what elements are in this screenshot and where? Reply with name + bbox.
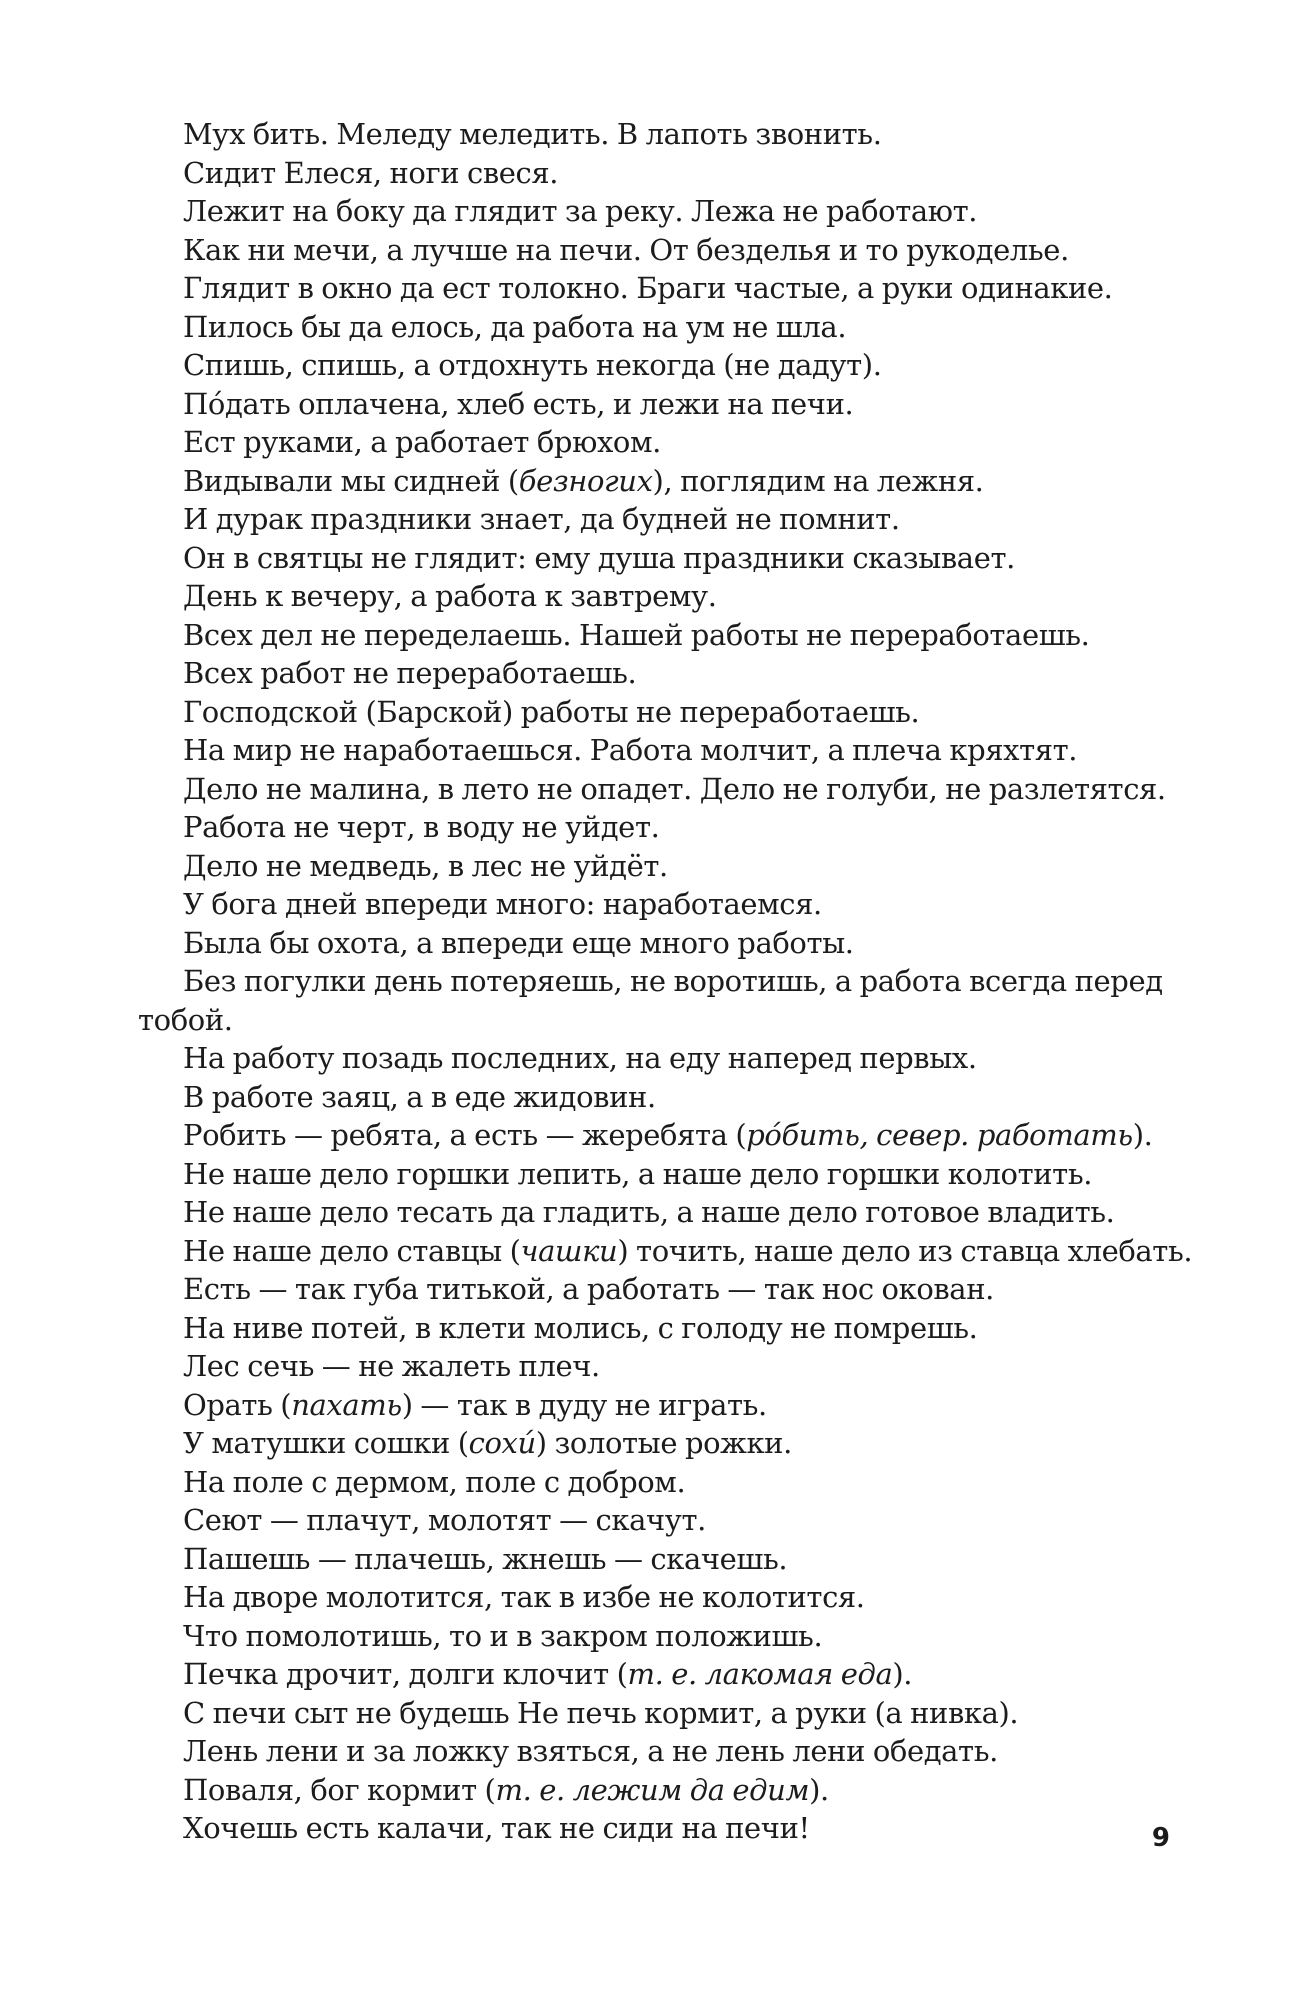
proverb-line <box>138 1617 1168 1656</box>
proverb-line <box>138 1424 1168 1463</box>
text-run: На поле с дермом, поле с добром. <box>183 1464 686 1499</box>
text-run: С печи сыт не будешь Не печь кормит, а руки (а нивка). <box>183 1695 1019 1730</box>
text-run: Сидит Елеся, ноги свеся. <box>183 155 559 190</box>
italic-gloss: сохи́ <box>468 1426 536 1460</box>
page-number: 9 <box>1151 1823 1170 1853</box>
text-run: У бога дней впереди много: наработаемся. <box>183 887 822 921</box>
text-run: Глядит в окно да ест толокно. Браги частые, а руки одинакие. <box>183 271 1113 305</box>
text-run: На мир не наработаешься. Работа молчит, а плеча кряхтят. <box>183 733 1078 767</box>
text-run: По́дать оплачена, хлеб есть, и лежи на печи. <box>183 386 854 421</box>
text-run: Сеют — плачут, молотят — скачут. <box>183 1503 706 1537</box>
text-run: Орать ( <box>183 1387 292 1422</box>
italic-gloss: т. е. лежим да едим <box>495 1772 810 1807</box>
text-run: Была бы охота, а впереди еще много работы. <box>183 925 854 960</box>
proverb-line <box>138 1540 1168 1579</box>
proverb-line <box>138 616 1168 655</box>
proverb-line <box>138 1694 1168 1733</box>
text-run: На работу позадь последних, на еду наперед первых. <box>183 1041 977 1075</box>
text-run: Не наше дело тесать да гладить, а наше дело готовое владить. <box>183 1195 1115 1229</box>
proverb-line <box>138 1078 1168 1117</box>
proverb-line <box>138 346 1168 385</box>
proverb-line <box>138 1270 1168 1309</box>
proverb-line <box>138 1386 1168 1425</box>
proverb-line <box>138 500 1168 539</box>
text-run: Работа не черт, в воду не уйдет. <box>183 810 660 844</box>
proverb-line <box>138 577 1168 616</box>
proverb-line <box>138 1771 1168 1810</box>
text-run: Без погулки день потеряешь, не воротишь, а работа всегда перед <box>183 964 1163 998</box>
proverb-line <box>138 1232 1193 1271</box>
text-run: Как ни мечи, а лучше на печи. От безделья и то рукоделье. <box>183 232 1069 267</box>
proverb-line <box>138 1732 1168 1771</box>
proverb-line <box>138 885 1168 924</box>
text-run: И дурак праздники знает, да будней не помнит. <box>183 502 900 536</box>
proverb-line <box>138 192 1168 231</box>
proverb-line <box>138 1001 1168 1040</box>
proverb-line <box>138 924 1168 963</box>
text-run: Пашешь — плачешь, жнешь — скачешь. <box>183 1541 788 1576</box>
text-run: ). <box>1132 1118 1153 1152</box>
text-run: Робить — ребята, а есть — жеребята ( <box>183 1118 747 1152</box>
text-run: Пилось бы да елось, да работа на ум не шла. <box>183 309 847 344</box>
text-run: Поваля, бог кормит ( <box>183 1772 496 1807</box>
text-run: На ниве потей, в клети молись, с голоду не помрешь. <box>183 1310 978 1345</box>
proverb-line <box>138 231 1168 270</box>
proverb-line <box>138 1039 1168 1078</box>
italic-gloss: чашки <box>520 1233 618 1268</box>
text-run: Лень лени и за ложку взяться, а не лень лени обедать. <box>183 1734 998 1768</box>
text-run: На дворе молотится, так в избе не колотится. <box>183 1580 865 1614</box>
proverb-line <box>138 770 1168 809</box>
text-run: Что помолотишь, то и в закром положишь. <box>183 1618 823 1653</box>
text-run: У матушки сошки ( <box>183 1426 469 1460</box>
proverb-line <box>138 1309 1168 1348</box>
italic-gloss: пахать <box>291 1387 402 1422</box>
text-run: Лес сечь — не жалеть плеч. <box>183 1349 600 1383</box>
italic-gloss: ро́бить, север. работать <box>746 1118 1133 1152</box>
proverb-line <box>138 962 1168 1001</box>
proverb-line <box>138 1578 1168 1617</box>
proverb-line <box>138 115 1168 154</box>
proverb-line <box>138 808 1168 847</box>
proverb-line <box>138 423 1168 462</box>
text-run: ). <box>892 1657 913 1691</box>
proverb-line <box>138 1116 1168 1155</box>
page-body-text <box>138 115 1193 1848</box>
proverb-line <box>138 539 1168 578</box>
text-run: Он в святцы не глядит: ему душа праздники сказывает. <box>183 540 1015 575</box>
text-run: Мух бить. Меледу меледить. В лапоть звонить. <box>183 117 882 151</box>
proverb-line <box>138 1193 1168 1232</box>
text-run: Печка дрочит, долги клочит ( <box>183 1657 628 1691</box>
text-run: тобой. <box>138 1002 233 1037</box>
proverb-line <box>138 1809 1168 1848</box>
proverb-line <box>138 269 1168 308</box>
text-run: Всех дел не переделаешь. Нашей работы не переработаешь. <box>183 617 1090 652</box>
text-run: День к вечеру, а работа к завтрему. <box>183 579 717 613</box>
text-run: ) — так в дуду не играть. <box>401 1387 767 1422</box>
proverb-line <box>138 385 1168 424</box>
text-run: ). <box>809 1772 829 1807</box>
text-run: Господской (Барской) работы не переработаешь. <box>183 694 920 729</box>
text-run: ) золотые рожки. <box>535 1426 792 1460</box>
proverb-line <box>138 847 1168 886</box>
text-run: Лежит на боку да глядит за реку. Лежа не работают. <box>183 194 978 228</box>
text-run: Дело не малина, в лето не опадет. Дело не голуби, не разлетятся. <box>183 771 1166 806</box>
proverb-line <box>138 1501 1168 1540</box>
italic-gloss: безногих <box>518 463 653 498</box>
proverb-line <box>138 1155 1168 1194</box>
proverb-line <box>138 154 1168 193</box>
proverb-line <box>138 1655 1168 1694</box>
text-run: ) точить, наше дело из ставца хлебать. <box>617 1233 1193 1268</box>
text-run: Видывали мы сидней ( <box>183 463 519 498</box>
text-run: В работе заяц, а в еде жидовин. <box>183 1079 656 1114</box>
text-run: Спишь, спишь, а отдохнуть некогда (не дадут). <box>183 348 882 382</box>
text-run: Хочешь есть калачи, так не сиди на печи! <box>183 1811 810 1845</box>
text-run: Всех работ не переработаешь. <box>183 656 637 690</box>
text-run: ), поглядим на лежня. <box>652 463 984 498</box>
text-run: Дело не медведь, в лес не уйдёт. <box>183 848 668 883</box>
text-run: Не наше дело горшки лепить, а наше дело горшки колотить. <box>183 1156 1093 1191</box>
proverb-line <box>138 1347 1168 1386</box>
proverb-line <box>138 308 1168 347</box>
proverb-line <box>138 693 1168 732</box>
proverb-line <box>138 1463 1168 1502</box>
text-run: Есть — так губа титькой, а работать — так нос окован. <box>183 1272 994 1306</box>
proverb-line <box>138 731 1168 770</box>
italic-gloss: т. е. лакомая еда <box>627 1657 893 1691</box>
proverb-line <box>138 462 1168 501</box>
text-run: Не наше дело ставцы ( <box>183 1233 521 1268</box>
proverb-line <box>138 654 1168 693</box>
text-run: Ест руками, а работает брюхом. <box>183 425 661 459</box>
